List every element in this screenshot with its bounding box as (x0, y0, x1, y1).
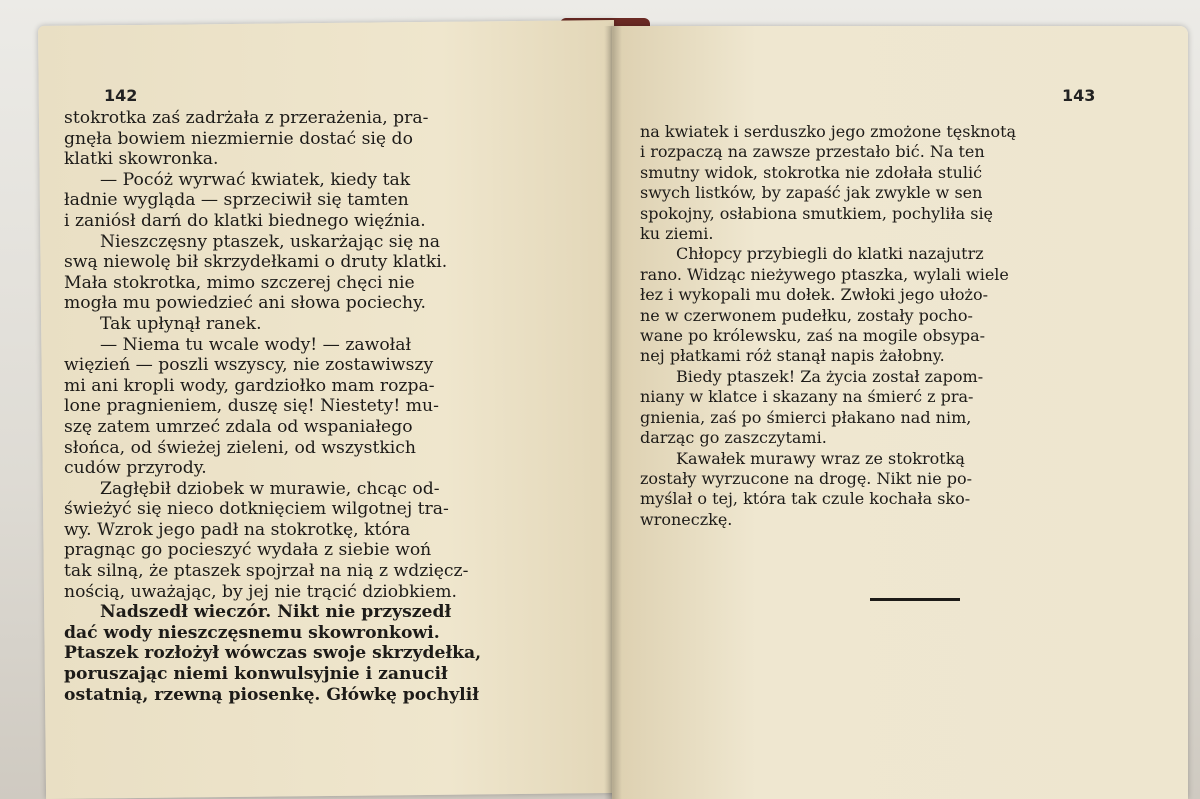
text-line: — Pocóż wyrwać kwiatek, kiedy tak (100, 169, 411, 190)
text-line: pragnąc go pocieszyć wydała z siebie woń (64, 540, 432, 561)
text-line: dać wody nieszczęsnemu skowronkowi. (64, 622, 440, 643)
text-line: swych listków, by zapaść jak zwykle w sen (640, 183, 983, 203)
text-line: łez i wykopali mu dołek. Zwłoki jego ułożo- (640, 285, 989, 305)
text-line: rano. Widząc nieżywego ptaszka, wylali wiele (640, 264, 1009, 284)
text-line: Nieszczęsny ptaszek, uskarżając się na (100, 231, 441, 252)
text-line: myślał o tej, która tak czule kochała sko- (640, 489, 971, 509)
text-line: mogła mu powiedzieć ani słowa pociechy. (64, 293, 426, 314)
right-page-text (640, 122, 1160, 530)
text-line: więzień — poszli wszyscy, nie zostawiwszy (64, 355, 434, 376)
right-page-number: 143 (1062, 86, 1096, 105)
text-line: nością, uważając, by jej nie trącić dziobkiem. (64, 581, 457, 602)
text-line: Nadszedł wieczór. Nikt nie przyszedł (100, 602, 452, 623)
text-line: Chłopcy przybiegli do klatki nazajutrz (676, 244, 984, 264)
text-line: gnienia, zaś po śmierci płakano nad nim, (640, 407, 972, 427)
text-line: Ptaszek rozłożył wówczas swoje skrzydełka, (64, 643, 482, 664)
text-line: niany w klatce i skazany na śmierć z pra- (640, 387, 974, 407)
text-line: ku ziemi. (640, 224, 714, 244)
text-line: — Niema tu wcale wody! — zawołał (100, 334, 412, 355)
text-line: słońca, od świeżej zieleni, od wszystkich (64, 437, 416, 458)
text-line: klatki skowronka. (64, 149, 219, 170)
text-line: ładnie wygląda — sprzeciwił się tamten (64, 190, 409, 211)
text-line: zostały wyrzucone na drogę. Nikt nie po- (640, 468, 973, 488)
text-line: i rozpaczą na zawsze przestało bić. Na ten (640, 142, 985, 162)
left-page-text (64, 108, 584, 705)
left-page-number: 142 (104, 86, 138, 105)
text-line: lone pragnieniem, duszę się! Niestety! mu- (64, 396, 439, 417)
text-line: swą niewolę bił skrzydełkami o druty klatki. (64, 252, 448, 273)
text-line: gnęła bowiem niezmiernie dostać się do (64, 128, 413, 149)
text-line: ne w czerwonem pudełku, zostały pocho- (640, 305, 973, 325)
text-line: wroneczkę. (640, 509, 733, 529)
text-line: tak silną, że ptaszek spojrzał na nią z wdzięcz- (64, 561, 469, 582)
text-line: Kawałek murawy wraz ze stokrotką (676, 448, 965, 468)
text-line: poruszając niemi konwulsyjnie i zanucił (64, 664, 448, 685)
text-line: stokrotka zaś zadrżała z przerażenia, pra- (64, 108, 429, 128)
text-line: cudów przyrody. (64, 458, 207, 479)
text-line: na kwiatek i serduszko jego zmożone tęsknotą (640, 122, 1017, 141)
book-gutter (604, 26, 622, 799)
text-line: spokojny, osłabiona smutkiem, pochyliła się (640, 203, 994, 223)
text-line: smutny widok, stokrotka nie zdołała stulić (640, 162, 983, 182)
text-line: Zagłębił dziobek w murawie, chcąc od- (100, 478, 440, 499)
text-line: szę zatem umrzeć zdala od wspaniałego (64, 416, 413, 437)
text-line: ostatnią, rzewną piosenkę. Główkę pochylił (64, 684, 479, 705)
text-line: darząc go zaszczytami. (640, 428, 827, 448)
text-line: Tak upłynął ranek. (100, 313, 262, 334)
text-line: i zaniósł darń do klatki biednego więźnia. (64, 210, 426, 231)
text-line: nej płatkami róż stanął napis żałobny. (640, 346, 945, 366)
text-line: świeżyć się nieco dotknięciem wilgotnej tra- (64, 499, 449, 520)
text-line: wane po królewsku, zaś na mogile obsypa- (640, 326, 986, 346)
text-line: wy. Wzrok jego padł na stokrotkę, która (64, 519, 411, 540)
end-rule (870, 598, 960, 601)
text-line: Mała stokrotka, mimo szczerej chęci nie (64, 272, 415, 293)
text-line: mi ani kropli wody, gardziołko mam rozpa- (64, 375, 435, 396)
text-line: Biedy ptaszek! Za życia został zapom- (676, 366, 984, 386)
